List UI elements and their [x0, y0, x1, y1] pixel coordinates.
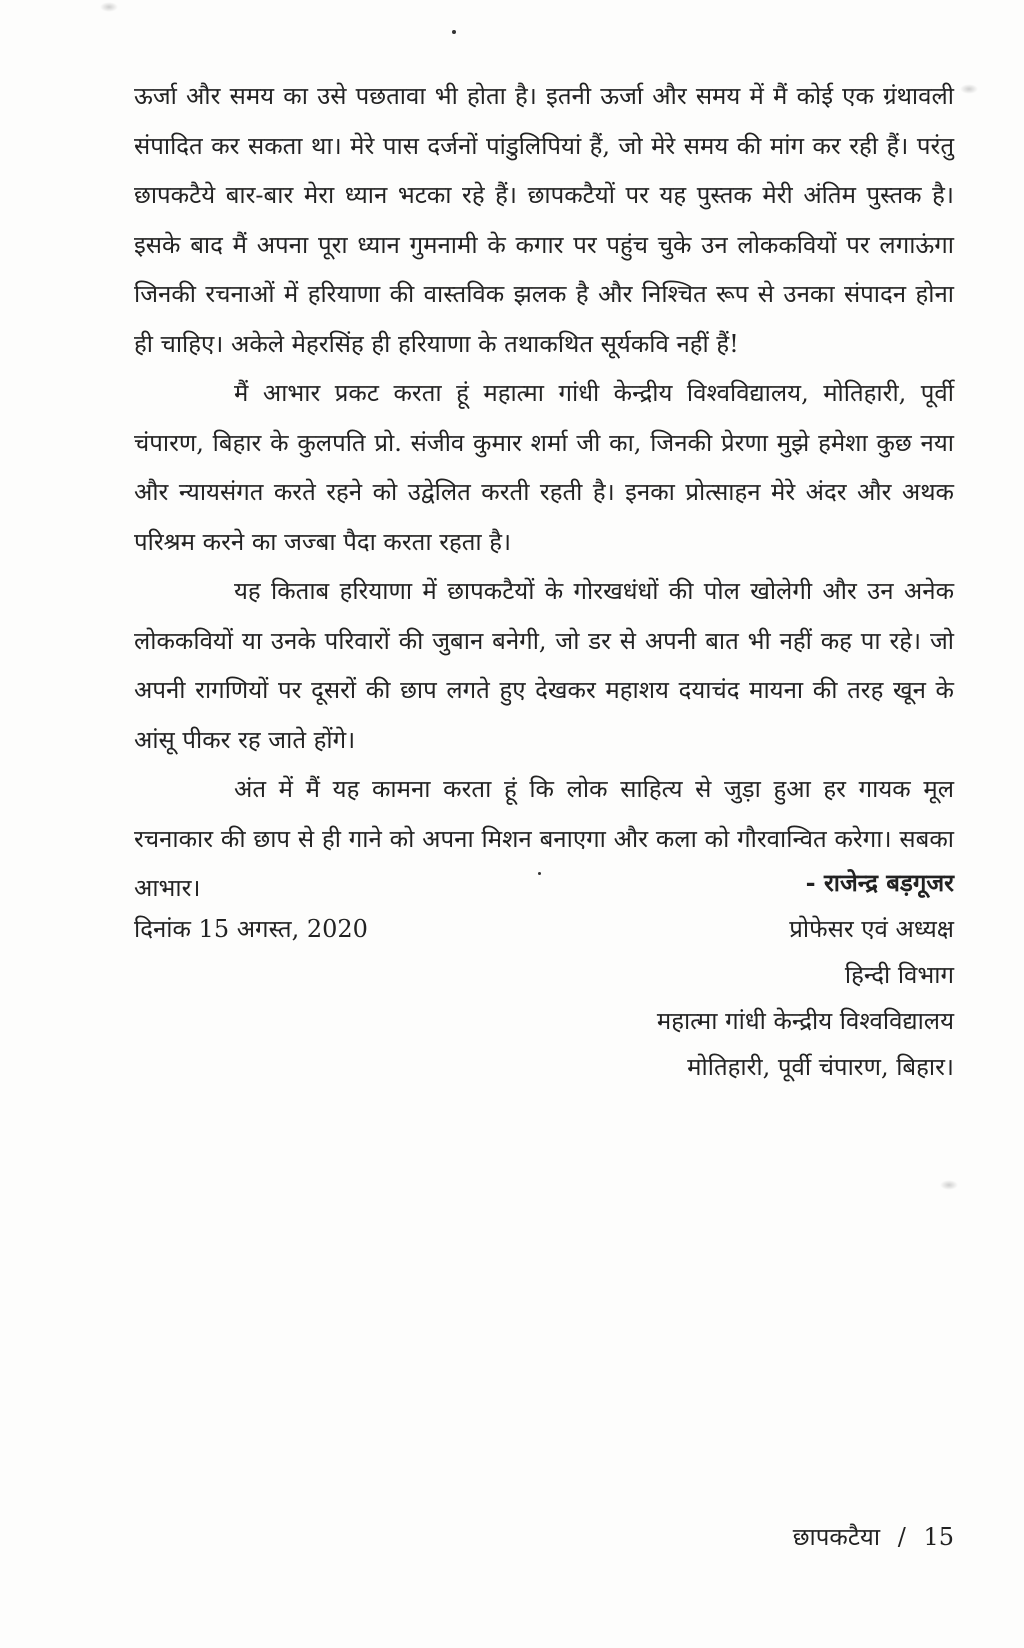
page-body — [134, 72, 954, 914]
author-location: मोतिहारी, पूर्वी चंपारण, बिहार। — [687, 1053, 954, 1081]
author-name: - राजेन्द्र बड़गूजर — [805, 868, 954, 897]
page-footer — [793, 1520, 954, 1553]
author-department: हिन्दी विभाग — [844, 961, 954, 989]
print-speck — [452, 30, 456, 34]
date-line: दिनांक 15 अगस्त, 2020 — [134, 915, 368, 943]
author-university: महात्मा गांधी केन्द्रीय विश्वविद्यालय — [656, 1007, 954, 1035]
paper-scuff — [940, 1180, 958, 1190]
signature-block — [657, 860, 954, 1090]
author-designation: प्रोफेसर एवं अध्यक्ष — [789, 915, 954, 943]
body-paragraph: यह किताब हरियाणा में छापकटैयों के गोरखधंधों की पोल खोलेगी और उन अनेक लोककवियों या उनके परिवारों की जुबान बनेगी, जो डर से अपनी बात भी नहीं कह पा रहे। जो अपनी रागणियों पर दूसरों की छाप लगते हुए देखकर महाशय दयाचंद मायना की तरह खून के आंसू पीकर रह जाते होंगे। — [134, 577, 954, 754]
paper-scuff — [100, 2, 118, 12]
body-paragraph: मैं आभार प्रकट करता हूं महात्मा गांधी केन्द्रीय विश्वविद्यालय, मोतिहारी, पूर्वी चंपारण, बिहार के कुलपति प्रो. संजीव कुमार शर्मा जी का, जिनकी प्रेरणा मुझे हमेशा कुछ नया और न्यायसंगत करते रहने को उद्वेलित करती रहती है। इनका प्रोत्साहन मेरे अंदर और अथक परिश्रम करने का जज्बा पैदा करता रहता है। — [134, 379, 954, 556]
footer-separator: / — [897, 1523, 906, 1551]
paper-scuff — [960, 84, 978, 94]
body-paragraph: ऊर्जा और समय का उसे पछतावा भी होता है। इतनी ऊर्जा और समय में मैं कोई एक ग्रंथावली संपादित कर सकता था। मेरे पास दर्जनों पांडुलिपियां हैं, जो मेरे समय की मांग कर रही हैं। परंतु छापकटैये बार-बार मेरा ध्यान भटका रहे हैं। छापकटैयों पर यह पुस्तक मेरी अंतिम पुस्तक है। इसके बाद मैं अपना पूरा ध्यान गुमनामी के कगार पर पहुंच चुके उन लोककवियों पर लगाऊंगा जिनकी रचनाओं में हरियाणा की वास्तविक झलक है और निश्चित रूप से उनका संपादन होना ही चाहिए। अकेले मेहरसिंह ही हरियाणा के तथाकथित सूर्यकवि नहीं हैं! — [134, 82, 954, 358]
footer-book-title: छापकटैया — [792, 1523, 881, 1551]
page-number: 15 — [923, 1523, 954, 1551]
body-paragraph: अंत में मैं यह कामना करता हूं कि लोक साहित्य से जुड़ा हुआ हर गायक मूल रचनाकार की छाप से ही गाने को अपना मिशन बनाएगा और कला को गौरवान्वित करेगा। सबका आभार। — [134, 775, 954, 902]
